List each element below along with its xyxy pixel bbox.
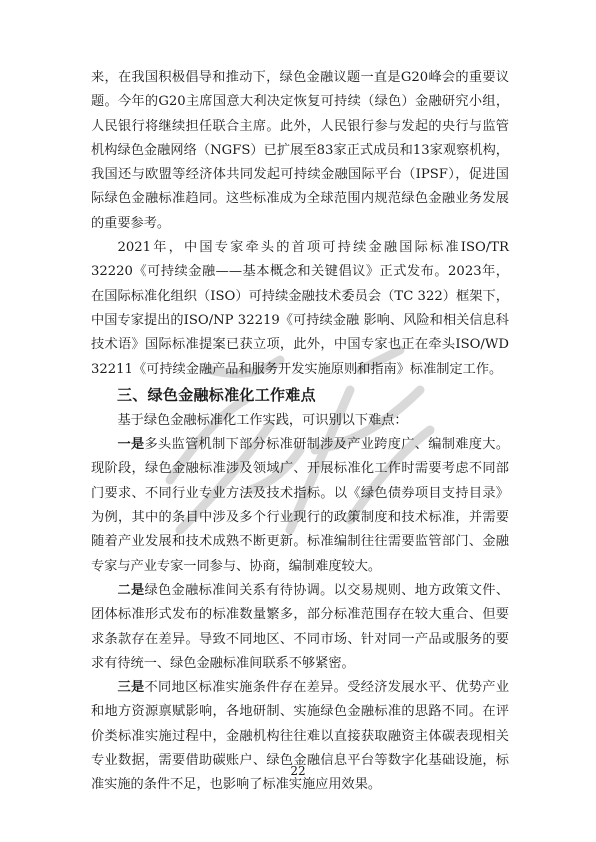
difficulty-text: 多头监管机制下部分标准研制涉及产业跨度广、编制难度大。现阶段，绿色金融标准涉及领域广、开展标准化工作时需要考虑不同部门要求、不同行业专业方法及技术指标。以《绿色债券项目支持目录》为例，其中的条目中涉及多个行业现行的政策制度和技术标准，并需要随着产业发展和技术成熟不断更新。标准编制往往需要监管部门、金融专家与产业专家一同参与、协商，编制难度较大。 bbox=[91, 437, 510, 574]
difficulty-lead: 二是 bbox=[117, 582, 145, 598]
difficulty-paragraph bbox=[91, 676, 509, 797]
difficulty-text: 绿色金融标准间关系有待协调。以交易规则、地方政策文件、团体标准形式发布的标准数量繁多，部分标准范围存在较大重合、但要求条款存在差异。导致不同地区、不同市场、针对同一产品或服务的要求有待统一、绿色金融标准间联系不够紧密。 bbox=[91, 582, 510, 671]
difficulty-paragraph bbox=[91, 579, 509, 676]
paragraph: 2021年，中国专家牵头的首项可持续金融国际标准ISO/TR 32220《可持续金融——基本概念和关键倡议》正式发布。2023年，在国际标准化组织（ISO）可持续金融技术委员会（TC 322）框架下，中国专家提出的ISO/NP 32219《可持续金融 影响、风险和相关信息科技术语》国际标准提案已获立项，此外，中国专家也正在牵头ISO/WD 32211《可持续金融产品和服务开发实施原则和指南》标准制定工作。 bbox=[91, 240, 509, 377]
difficulty-text: 不同地区标准实施条件存在差异。受经济发展水平、优势产业和地方资源禀赋影响，各地研制、实施绿色金融标准的思路不同。在评价类标准实施过程中，金融机构往往难以直接获取融资主体碳表现相关专业数据，需要借助碳账户、绿色金融信息平台等数字化基础设施，标准实施的条件不足，也影响了标准实施应用效果。 bbox=[91, 680, 510, 793]
paragraph: 来，在我国积极倡导和推动下，绿色金融议题一直是G20峰会的重要议题。今年的G20主席国意大利决定恢复可持续（绿色）金融研究小组，人民银行将继续担任联合主席。此外，人民银行参与发起的央行与监管机构绿色金融网络（NGFS）已扩展至83家正式成员和13家观察机构，我国还与欧盟等经济体共同发起可持续金融国际平台（IPSF），促进国际绿色金融标准趋同。这些标准成为全球范围内规范绿色金融业务发展的重要参考。 bbox=[91, 70, 509, 231]
difficulty-paragraph bbox=[91, 433, 509, 579]
page-number: 22 bbox=[290, 764, 306, 778]
difficulty-lead: 三是 bbox=[117, 680, 145, 696]
paragraph: 基于绿色金融标准化工作实践，可识别以下难点： bbox=[117, 412, 408, 428]
difficulty-lead: 一是 bbox=[117, 437, 145, 453]
document-body bbox=[91, 66, 509, 798]
section-heading: 三、绿色金融标准化工作难点 bbox=[117, 385, 316, 404]
